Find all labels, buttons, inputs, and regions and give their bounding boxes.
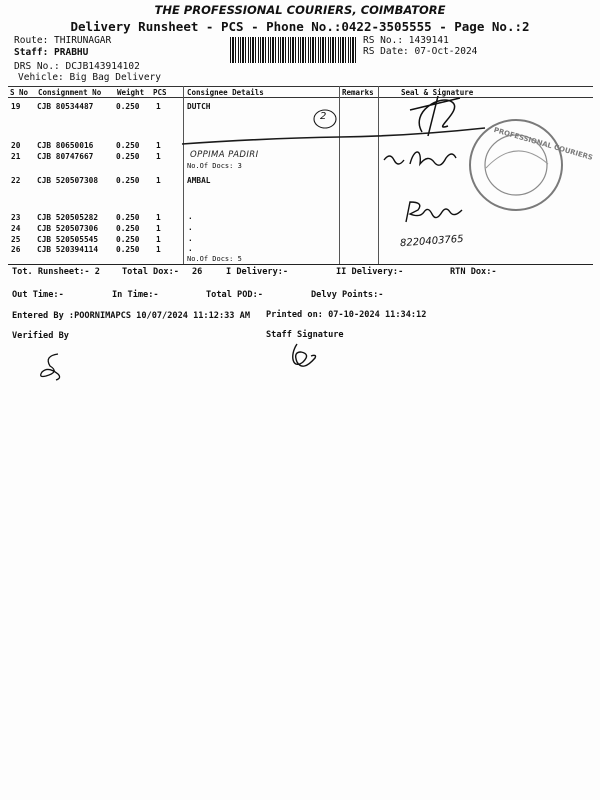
- col-divider: [183, 86, 184, 264]
- docs-count-note: No.Of Docs: 3: [187, 162, 242, 170]
- col-header-pcs: PCS: [153, 88, 167, 97]
- row-consignment-no: CJB 520505545: [37, 235, 99, 244]
- col-divider: [378, 86, 379, 264]
- row-consignee: .: [188, 212, 193, 221]
- row-consignment-no: CJB 520507306: [37, 224, 99, 233]
- in-time: In Time:-: [112, 290, 159, 300]
- staff-label: Staff: PRABHU: [14, 47, 89, 58]
- row-consignment-no: CJB 520394114: [37, 245, 99, 254]
- vehicle-label: Vehicle: Big Bag Delivery: [18, 72, 161, 83]
- row-consignment-no: CJB 80747667: [37, 152, 94, 161]
- printed-on: Printed on: 07-10-2024 11:34:12: [266, 310, 427, 320]
- col-header-weight: Weight: [117, 88, 145, 97]
- col-header-consignee: Consignee Details: [187, 88, 264, 97]
- table-header-rule: [8, 97, 593, 98]
- row-pcs: 1: [156, 245, 161, 254]
- drs-number: DRS No.: DCJB143914102: [14, 61, 140, 72]
- row-weight: 0.250: [116, 224, 140, 233]
- row-consignee: .: [188, 223, 193, 232]
- rtn-dox: RTN Dox:-: [450, 267, 497, 277]
- row-consignment-no: CJB 80650016: [37, 141, 94, 150]
- company-title: THE PROFESSIONAL COURIERS, COIMBATORE: [154, 3, 446, 17]
- total-dox-value: 26: [192, 267, 203, 277]
- total-dox-label: Total Dox:-: [122, 267, 179, 277]
- table-bottom-rule: [8, 264, 593, 265]
- receiver-signature-3: [400, 198, 470, 226]
- entered-by: Entered By :POORNIMAPCS 10/07/2024 11:12:33 AM: [12, 311, 250, 321]
- row-weight: 0.250: [116, 235, 140, 244]
- delvy-points: Delvy Points:-: [311, 290, 384, 300]
- col-header-consignment: Consignment No: [38, 88, 102, 97]
- row-weight: 0.250: [116, 141, 140, 150]
- verified-by-label: Verified By: [12, 331, 69, 341]
- row-sno: 23: [11, 213, 21, 222]
- handwritten-phone: 8220403765: [399, 233, 464, 250]
- route-label: Route: THIRUNAGAR: [14, 35, 112, 46]
- row-consignee: .: [188, 244, 193, 253]
- row-pcs: 1: [156, 102, 161, 111]
- receiver-signature-1: [400, 92, 470, 137]
- row-pcs: 1: [156, 152, 161, 161]
- row-consignee: DUTCH: [187, 102, 211, 111]
- row-sno: 22: [11, 176, 21, 185]
- row-weight: 0.250: [116, 152, 140, 161]
- total-pod: Total POD:-: [206, 290, 263, 300]
- row-sno: 19: [11, 102, 21, 111]
- row-weight: 0.250: [116, 213, 140, 222]
- verifier-signature: [38, 350, 68, 384]
- row-pcs: 1: [156, 213, 161, 222]
- company-seal-stamp: [466, 116, 566, 214]
- table-top-rule: [8, 86, 593, 87]
- receiver-signature-2: [380, 146, 470, 170]
- staff-signature-label: Staff Signature: [266, 330, 344, 340]
- col-header-seal: Seal & Signature: [401, 88, 474, 97]
- row-consignment-no: CJB 520507308: [37, 176, 99, 185]
- col-divider: [339, 86, 340, 264]
- row-consignment-no: CJB 520505282: [37, 213, 99, 222]
- row-pcs: 1: [156, 141, 161, 150]
- row-consignee: AMBAL: [187, 176, 211, 185]
- row-sno: 25: [11, 235, 21, 244]
- row-consignee: .: [188, 234, 193, 243]
- circled-mark-label: 2: [320, 111, 327, 122]
- row-weight: 0.250: [116, 245, 140, 254]
- rs-number: RS No.: 1439141: [363, 35, 449, 46]
- row-consignment-no: CJB 80534487: [37, 102, 94, 111]
- staff-signature: [283, 342, 325, 376]
- i-delivery: I Delivery:-: [226, 267, 289, 277]
- row-pcs: 1: [156, 224, 161, 233]
- row-pcs: 1: [156, 176, 161, 185]
- handwritten-name: OPPIMA PADIRI: [190, 150, 259, 160]
- row-sno: 24: [11, 224, 21, 233]
- row-weight: 0.250: [116, 176, 140, 185]
- out-time: Out Time:-: [12, 290, 64, 300]
- row-sno: 26: [11, 245, 21, 254]
- col-header-sno: S No: [10, 88, 29, 97]
- seal-text: PROFESSIONAL COURIERS: [492, 126, 594, 162]
- ii-delivery: II Delivery:-: [336, 267, 404, 277]
- docs-count-note: No.Of Docs: 5: [187, 255, 242, 263]
- row-sno: 20: [11, 141, 21, 150]
- row-sno: 21: [11, 152, 21, 161]
- total-runsheet: Tot. Runsheet:- 2: [12, 267, 100, 277]
- row-weight: 0.250: [116, 102, 140, 111]
- barcode: [230, 37, 356, 63]
- runsheet-subtitle: Delivery Runsheet - PCS - Phone No.:0422-3505555 - Page No.:2: [70, 19, 530, 34]
- row-pcs: 1: [156, 235, 161, 244]
- rs-date: RS Date: 07-Oct-2024: [363, 46, 478, 57]
- col-header-remarks: Remarks: [342, 88, 374, 97]
